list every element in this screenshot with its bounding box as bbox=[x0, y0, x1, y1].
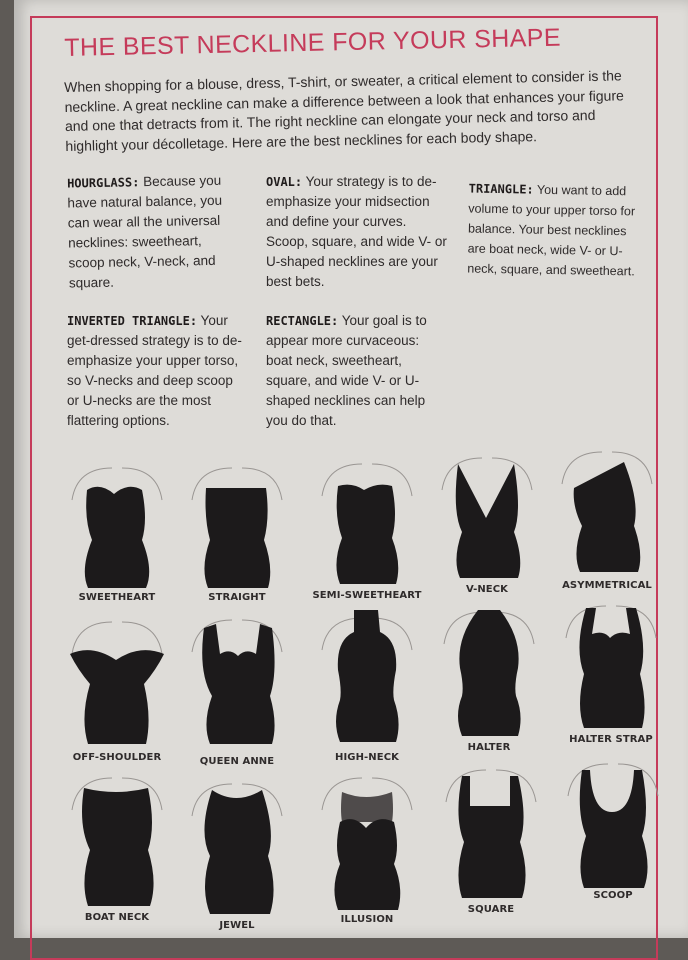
neckline-label: SCOOP bbox=[593, 890, 633, 901]
neckline-label: SWEETHEART bbox=[78, 592, 156, 603]
neckline-label: ASYMMETRICAL bbox=[562, 580, 652, 591]
hourglass-text: Because you have natural balance, you can wear all the universal necklines: sweetheart, scoop neck, V-neck, and square. bbox=[67, 172, 223, 291]
page-title: THE BEST NECKLINE FOR YOUR SHAPE bbox=[64, 23, 562, 62]
neckline-semi-sweetheart bbox=[312, 456, 422, 606]
triangle-text: You want to add volume to your upper torso for balance. Your best necklines are boat neck, wide V- or U-neck, square, and sweetheart. bbox=[467, 182, 636, 279]
square-illustration bbox=[436, 762, 546, 902]
illusion-illustration bbox=[312, 770, 422, 914]
neckline-asymmetrical bbox=[552, 446, 662, 596]
inverted-triangle-text: Your get-dressed strategy is to de-emphasize your upper torso, so V-necks and deep scoop or U-necks are the most flattering options. bbox=[67, 313, 242, 428]
neckline-jewel bbox=[182, 776, 292, 931]
neckline-label: SQUARE bbox=[467, 904, 515, 915]
neckline-scoop bbox=[558, 756, 668, 906]
neckline-label: BOAT NECK bbox=[84, 912, 150, 923]
neckline-illusion bbox=[312, 770, 422, 925]
neckline-label: QUEEN ANNE bbox=[199, 756, 275, 767]
jewel-illustration bbox=[182, 776, 292, 918]
neckline-label: OFF-SHOULDER bbox=[72, 752, 162, 763]
boat-neck-illustration bbox=[62, 770, 172, 910]
neckline-v-neck bbox=[432, 452, 542, 602]
intro-paragraph: When shopping for a blouse, dress, T-shirt, or sweater, a critical element to consider is the neckline. A great neckline can make a difference between a look that enhances your figure and one that detracts from it. The right neckline can elongate your neck and torso and highlight your décolletage. Here are the best necklines for each body shape. bbox=[64, 67, 624, 154]
scoop-illustration bbox=[558, 756, 668, 894]
neckline-off-shoulder bbox=[62, 614, 172, 764]
neckline-label: STRAIGHT bbox=[208, 592, 266, 603]
neckline-straight bbox=[182, 458, 292, 608]
neckline-label: V-NECK bbox=[465, 584, 509, 595]
inverted-triangle-heading: INVERTED TRIANGLE: bbox=[67, 314, 198, 328]
semi-sweetheart-illustration bbox=[312, 456, 422, 586]
neckline-label: JEWEL bbox=[219, 920, 255, 931]
asymmetrical-illustration bbox=[552, 446, 662, 576]
off-shoulder-illustration bbox=[62, 614, 172, 746]
high-neck-illustration bbox=[312, 610, 422, 744]
neckline-square bbox=[436, 762, 546, 915]
sweetheart-illustration bbox=[62, 460, 172, 590]
halter-strap-illustration bbox=[556, 598, 666, 732]
neckline-high-neck bbox=[312, 610, 422, 763]
rectangle-heading: RECTANGLE: bbox=[266, 314, 339, 328]
neckline-label: HALTER STRAP bbox=[569, 734, 653, 745]
oval-text: Your strategy is to de-emphasize your midsection and define your curves. Scoop, square, and wide V- or U-shaped necklines are your best bets. bbox=[266, 174, 447, 289]
halter-illustration bbox=[434, 604, 544, 738]
hourglass-heading: HOURGLASS: bbox=[67, 175, 140, 191]
neckline-boat-neck bbox=[62, 770, 172, 923]
neckline-queen-anne bbox=[182, 612, 292, 767]
queen-anne-illustration bbox=[182, 612, 292, 748]
straight-illustration bbox=[182, 458, 292, 590]
neckline-sweetheart bbox=[62, 460, 172, 610]
triangle-heading: TRIANGLE: bbox=[468, 181, 534, 197]
neckline-label: HIGH-NECK bbox=[334, 752, 399, 763]
neckline-label: SEMI-SWEETHEART bbox=[312, 590, 422, 601]
rectangle-text: Your goal is to appear more curvaceous: boat neck, sweetheart, square, and wide V- or U-shaped necklines can help you do that. bbox=[266, 313, 427, 428]
neckline-label: ILLUSION bbox=[340, 914, 394, 925]
v-neck-illustration bbox=[432, 452, 542, 582]
neckline-halter-strap bbox=[556, 598, 666, 748]
oval-heading: OVAL: bbox=[266, 175, 303, 189]
neckline-halter bbox=[434, 604, 544, 754]
neckline-label: HALTER bbox=[467, 742, 511, 753]
